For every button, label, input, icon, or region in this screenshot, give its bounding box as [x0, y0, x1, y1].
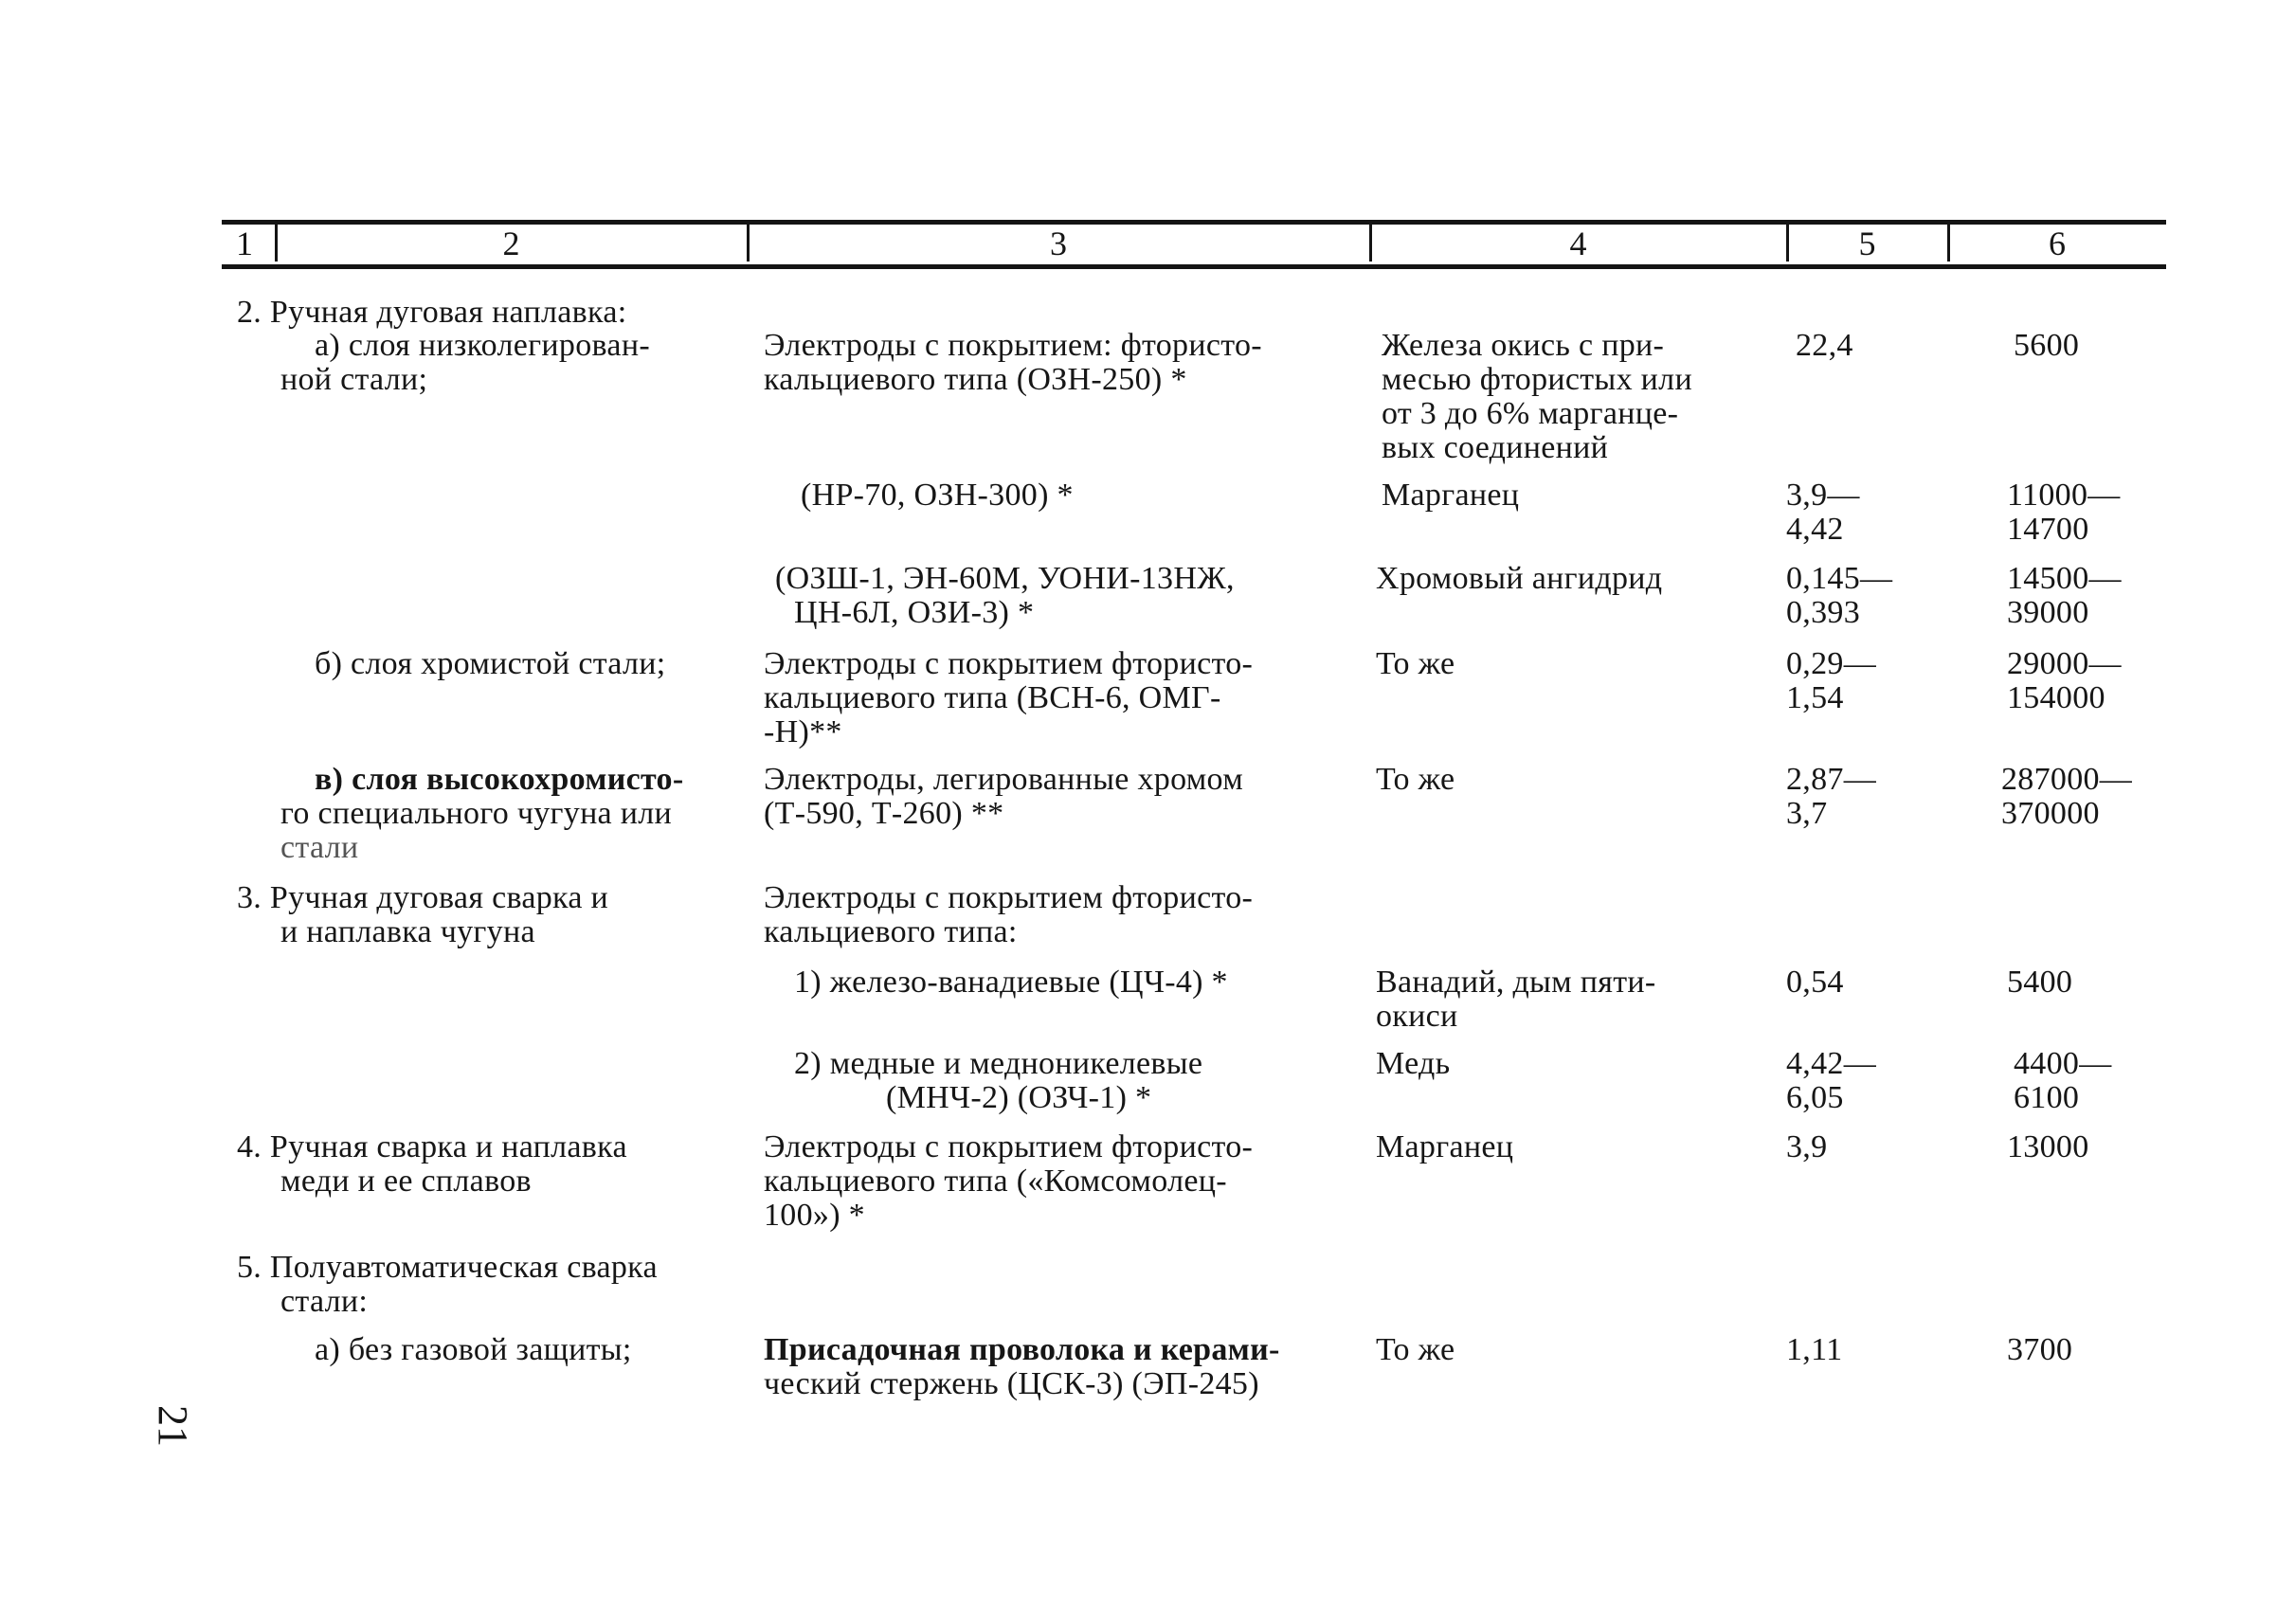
- row-5a-col5: 1,11: [1786, 1332, 1843, 1367]
- row-2c-process-line-2: го специального чугуна или: [280, 796, 673, 831]
- row-3b-col6-line-2: 6100: [2014, 1080, 2080, 1115]
- row-2c-substance: То же: [1376, 762, 1455, 797]
- row-2a2-substance: Марганец: [1382, 478, 1520, 513]
- row-2a2-col5-line-1: 3,9—: [1786, 478, 1860, 513]
- row-2a-process-line-2: ной стали;: [280, 362, 428, 397]
- header-col-3: 3: [1050, 225, 1067, 262]
- row-5a-material-line-2: ческий стержень (ЦСК-3) (ЭП-245): [764, 1366, 1259, 1401]
- row-2a3-col6-line-2: 39000: [2007, 595, 2089, 630]
- section-2-title: 2. Ручная дуговая наплавка:: [237, 295, 627, 330]
- header-col-2: 2: [502, 225, 520, 262]
- row-2c-material-line-2: (Т-590, Т-260) **: [764, 796, 1004, 831]
- row-2a3-substance: Хромовый ангидрид: [1376, 561, 1663, 596]
- header-col-5: 5: [1858, 225, 1876, 262]
- row-2a3-material-line-2: ЦН-6Л, ОЗИ-3) *: [794, 595, 1035, 630]
- row-3b-col5-line-2: 6,05: [1786, 1080, 1844, 1115]
- header-col-6: 6: [2049, 225, 2066, 262]
- row-2c-process-line-3: стали: [280, 830, 359, 865]
- row-2c-material-line-1: Электроды, легированные хромом: [764, 762, 1244, 797]
- row-2a2-col5-line-2: 4,42: [1786, 512, 1844, 547]
- row-2a2-col6-line-2: 14700: [2007, 512, 2089, 547]
- row-5a-material-line-1: Присадочная проволока и керами-: [764, 1332, 1280, 1367]
- row-3-material-line-1: Электроды с покрытием фтористо-: [764, 880, 1254, 915]
- row-2c-col5-line-1: 2,87—: [1786, 762, 1876, 797]
- section-4-title-line-2: меди и ее сплавов: [280, 1164, 532, 1199]
- row-3b-material-line-2: (МНЧ-2) (ОЗЧ-1) *: [886, 1080, 1152, 1115]
- row-2a-substance-line-1: Железа окись с при-: [1382, 328, 1665, 363]
- row-2a3-col5-line-1: 0,145—: [1786, 561, 1893, 596]
- row-3b-col6-line-1: 4400—: [2014, 1046, 2112, 1081]
- row-2b-col6-line-1: 29000—: [2007, 646, 2122, 681]
- row-3a-substance-line-2: окиси: [1376, 999, 1458, 1034]
- row-2a3-col5-line-2: 0,393: [1786, 595, 1860, 630]
- row-2a2-material: (НР-70, ОЗН-300) *: [801, 478, 1074, 513]
- page-number: 21: [150, 1405, 196, 1447]
- row-2a-col6: 5600: [2014, 328, 2080, 363]
- row-4-material-line-1: Электроды с покрытием фтористо-: [764, 1129, 1254, 1164]
- row-2a-process-line-1: а) слоя низколегирован-: [315, 328, 650, 363]
- section-5-title-line-2: стали:: [280, 1284, 369, 1319]
- section-3-title-line-1: 3. Ручная дуговая сварка и: [237, 880, 609, 915]
- row-4-col5: 3,9: [1786, 1129, 1828, 1164]
- row-2a-col5: 22,4: [1796, 328, 1853, 363]
- row-2b-col6-line-2: 154000: [2007, 680, 2105, 715]
- row-2a-substance-line-3: от 3 до 6% марганце-: [1382, 396, 1679, 431]
- row-2c-col6-line-1: 287000—: [2001, 762, 2133, 797]
- row-4-col6: 13000: [2007, 1129, 2089, 1164]
- row-2b-col5-line-1: 0,29—: [1786, 646, 1876, 681]
- row-2c-col6-line-2: 370000: [2001, 796, 2100, 831]
- section-3-title-line-2: и наплавка чугуна: [280, 914, 535, 949]
- row-4-material-line-2: кальциевого типа («Комсомолец-: [764, 1164, 1227, 1199]
- row-5a-process: а) без газовой защиты;: [315, 1332, 632, 1367]
- header-col-4: 4: [1569, 225, 1587, 262]
- row-2b-material-line-3: -Н)**: [764, 714, 842, 749]
- row-2c-col5-line-2: 3,7: [1786, 796, 1828, 831]
- row-3a-material: 1) железо-ванадиевые (ЦЧ-4) *: [794, 965, 1228, 1000]
- row-2a-substance-line-2: месью фтористых или: [1382, 362, 1692, 397]
- row-4-substance: Марганец: [1376, 1129, 1514, 1164]
- row-2b-material-line-1: Электроды с покрытием фтористо-: [764, 646, 1254, 681]
- row-4-material-line-3: 100») *: [764, 1198, 865, 1233]
- section-5-title-line-1: 5. Полуавтоматическая сварка: [237, 1250, 658, 1285]
- row-3a-col6: 5400: [2007, 965, 2073, 1000]
- row-5a-col6: 3700: [2007, 1332, 2073, 1367]
- section-4-title-line-1: 4. Ручная сварка и наплавка: [237, 1129, 627, 1164]
- row-2a3-material-line-1: (ОЗШ-1, ЭН-60М, УОНИ-13НЖ,: [775, 561, 1235, 596]
- row-2a-material-line-2: кальциевого типа (ОЗН-250) *: [764, 362, 1187, 397]
- row-2c-process-line-1: в) слоя высокохромисто-: [315, 762, 684, 797]
- row-2b-substance: То же: [1376, 646, 1455, 681]
- row-3a-col5: 0,54: [1786, 965, 1844, 1000]
- row-5a-substance: То же: [1376, 1332, 1455, 1367]
- row-2a2-col6-line-1: 11000—: [2007, 478, 2121, 513]
- row-3a-substance-line-1: Ванадий, дым пяти-: [1376, 965, 1656, 1000]
- row-3-material-line-2: кальциевого типа:: [764, 914, 1018, 949]
- header-col-1: 1: [236, 225, 253, 262]
- row-2a-substance-line-4: вых соединений: [1382, 430, 1609, 465]
- row-2b-material-line-2: кальциевого типа (ВСН-6, ОМГ-: [764, 680, 1221, 715]
- row-2b-process: б) слоя хромистой стали;: [315, 646, 666, 681]
- row-3b-material-line-1: 2) медные и медноникелевые: [794, 1046, 1203, 1081]
- row-2a3-col6-line-1: 14500—: [2007, 561, 2122, 596]
- row-2b-col5-line-2: 1,54: [1786, 680, 1844, 715]
- row-3b-col5-line-1: 4,42—: [1786, 1046, 1876, 1081]
- row-3b-substance: Медь: [1376, 1046, 1451, 1081]
- row-2a-material-line-1: Электроды с покрытием: фтористо-: [764, 328, 1262, 363]
